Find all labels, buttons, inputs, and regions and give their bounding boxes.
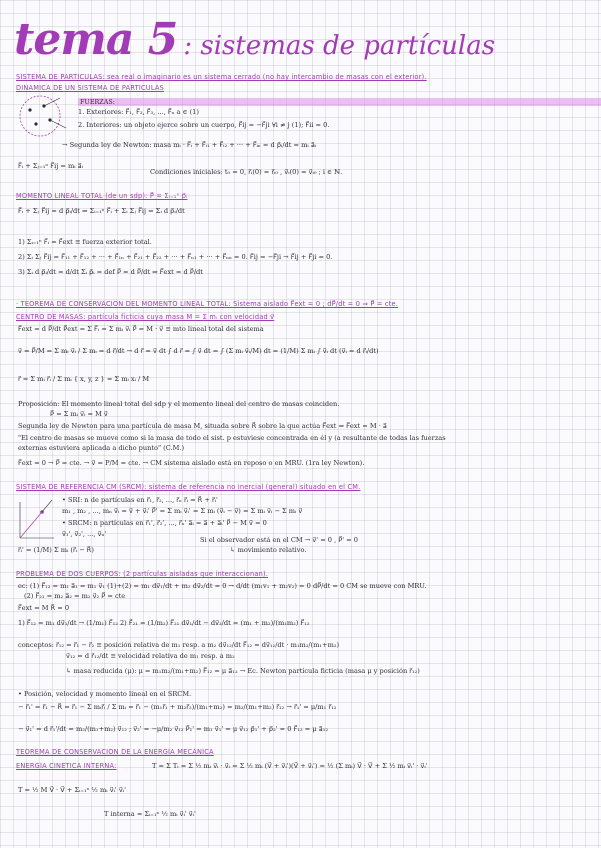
particles-diagram — [14, 92, 74, 147]
note-line: · TEOREMA DE CONSERVACIÓN DEL MOMENTO LINEAL TOTAL: Sistema aislado F⃗ext = 0 ; dP⃗/dt = 0 ⇒ P⃗ = cte. — [16, 300, 399, 308]
note-line: externas estuviera aplicada a dicho punto" (C.M.) — [18, 444, 185, 452]
note-line: ↳ masa reducida (μ): μ = m₁m₂/(m₁+m₂) F⃗₁₂ = μ a⃗₁₂ → Ec. Newton partícula ficticia (masa μ y posición r⃗₁₂) — [66, 667, 420, 675]
note-line: FUERZAS: — [78, 98, 601, 106]
note-line: TEOREMA DE CONSERVACIÓN DE LA ENERGÍA MECÁNICA — [16, 748, 214, 756]
note-line: v⃗₁₂ = d r⃗₁₂/dt ≡ velocidad relativa de m₁ resp. a m₂ — [66, 652, 235, 660]
note-line: SISTEMA DE REFERENCIA CM (SRCM): sistema de referencia no inercial (general) situado en el CM. — [16, 483, 361, 491]
note-line: • SRI: n de partículas en r⃗₁, r⃗₂, ..., r⃗ₙ r⃗ᵢ = R⃗ + r⃗ᵢ' — [62, 496, 218, 504]
note-line: T = Σ Tᵢ = Σ ½ mᵢ v⃗ᵢ · v⃗ᵢ = Σ ½ mᵢ (V⃗ + v⃗ᵢ')(V⃗ + v⃗ᵢ') = ½ (Σ mᵢ) V⃗ · V⃗ + Σ ½ mᵢ v⃗ᵢ' · v⃗ᵢ' — [152, 762, 428, 770]
note-line: 1) Σᵢ₌₁ⁿ F⃗ᵢ = F⃗ext ≡ fuerza exterior total. — [18, 238, 152, 246]
note-line: 2) Σᵢ Σⱼ F⃗ij = F⃗₁₁ + F⃗₁₂ + ··· + F⃗₁ₙ + F⃗₂₁ + F⃗₂₂ + ··· + F⃗ₙ₁ + ··· + F⃗ₙₙ = 0. F⃗ij = −F⃗ji → F⃗ij + F⃗ji = 0. — [18, 253, 333, 261]
note-line: DINÁMICA DE UN SISTEMA DE PARTÍCULAS — [16, 84, 164, 92]
note-line: Proposición: El momento lineal total del sdp y el momento lineal del centro de masas coinciden. — [18, 400, 340, 408]
note-line: T interna = Σᵢ₌₁ⁿ ½ mᵢ v⃗ᵢ' v⃗ᵢ' — [104, 810, 196, 818]
note-line: SISTEMA DE PARTICULAS: sea real o imaginario es un sistema cerrado (no hay intercambio de masas con el exterior). — [16, 73, 427, 81]
note-line: ↳ movimiento relativo. — [230, 546, 307, 554]
note-line: "El centro de masas se mueve como si la masa de todo el sist. p estuviese concentrada en él y (a resultante de todas las fuerzas — [18, 434, 446, 442]
reference-frame-diagram — [14, 492, 60, 547]
note-line: v⃗ = P⃗/M = Σ mᵢ v⃗ᵢ / Σ mᵢ = d r⃗/dt → d r⃗ = v⃗ dt ∫ d r⃗ = ∫ v⃗ dt = ∫ (Σ mᵢ v⃗ᵢ/M) dt = (1/M) Σ mᵢ ∫ v⃗ᵢ dt (v⃗ᵢ = d r⃗ᵢ/dt) — [18, 347, 379, 355]
note-line: • Posición, velocidad y momento lineal en el SRCM. — [18, 690, 192, 698]
note-line: F⃗ext = 0 → P⃗ = cte. → v⃗ = P/M = cte. → CM sistema aislado está en reposo o en MRU. (1ra ley Newton). — [18, 459, 365, 467]
note-line: r⃗ = Σ mᵢ r⃗ᵢ / Σ mᵢ { x, y, z } = Σ mᵢ xᵢ / M — [18, 375, 150, 383]
note-line: Segunda ley de Newton para una partícula de masa M, situada sobre R⃗ sobre la que actúa F⃗ext ⇒ F⃗ext = M · a⃗ — [18, 422, 387, 430]
note-line: Si el observador está en el CM → v⃗' = 0 , P⃗' = 0 — [200, 536, 358, 544]
note-line: 1) F⃗₁₂ = m₁ dv⃗₁/dt → (1/m₁) F⃗₁₂ 2) F⃗₂₁ = (1/m₂) F⃗₂₁ dv⃗₁/dt − dv⃗₂/dt = (m₁ + m₂)/(m₁m₂) F⃗₁₂ — [18, 619, 310, 627]
note-line: − v⃗₁' = d r⃗₁'/dt = m₂/(m₁+m₂) v⃗₁₂ ; v⃗₂' = −μ/m₂ v⃗₁₂ P⃗₁' = m₁ v⃗₁' = μ v⃗₁₂ p⃗₁' + p⃗₂' = 0 F⃗₁₂ = μ a⃗₁₂ — [18, 725, 329, 733]
note-line: T = ½ M V⃗ · V⃗ + Σᵢ₌₁ⁿ ½ mᵢ v⃗ᵢ' v⃗ᵢ' — [18, 786, 126, 794]
note-line: MOMENTO LINEAL TOTAL (de un sdp): P⃗ = Σᵢ₌₁ⁿ p⃗ᵢ — [16, 192, 188, 200]
note-line: Condiciones iniciales: t₀ = 0, r⃗ᵢ(0) = r⃗ᵢ₀ , v⃗ᵢ(0) = v⃗ᵢ₀ ; i ∈ ℕ. — [150, 168, 343, 176]
title-sub: : sistemas de partículas — [183, 31, 496, 61]
note-line: v⃗₁', v⃗₂', ..., v⃗ₙ' — [62, 530, 107, 538]
note-line: r⃗ᵢ' = (1/M) Σ mᵢ (r⃗ᵢ − R⃗) — [18, 546, 94, 554]
note-line: CENTRO DE MASAS: partícula ficticia cuya masa M = Σ mᵢ con velocidad v⃗ — [16, 313, 275, 321]
note-line: m₁ , m₂ , ..., mₙ v⃗ᵢ = v⃗ + v⃗ᵢ' P⃗' = Σ mᵢ v⃗ᵢ' = Σ mᵢ (v⃗ᵢ − v⃗) = Σ mᵢ v⃗ᵢ − Σ mᵢ v⃗ — [62, 507, 303, 515]
note-line: F⃗ext = M R⃗ = 0 — [18, 604, 70, 612]
note-line: • SRCM: n partículas en r⃗₁', r⃗₂', ..., r⃗ₙ' a⃗ᵢ = a⃗ + a⃗ᵢ' P⃗ − M v⃗ = 0 — [62, 519, 267, 527]
note-line: ENERGÍA CINÉTICA INTERNA: — [16, 762, 117, 770]
title-main: tema 5 — [14, 14, 178, 65]
note-line: 2. Interiores: un objeto ejerce sobre un cuerpo, F⃗ij = −F⃗ji ∀i ≠ j (1); F⃗ii = 0. — [78, 121, 330, 129]
note-line: PROBLEMA DE DOS CUERPOS: (2 partículas aisladas que interaccionan). — [16, 570, 269, 578]
note-line: F⃗ᵢ + Σⱼ₌₁ⁿ F⃗ij = mᵢ a⃗ᵢ — [18, 162, 84, 170]
note-line: conceptos: r⃗₁₂ = r⃗₁ − r⃗₂ ≡ posición relativa de m₁ resp. a m₂ dv⃗₁₂/dt F⃗₁₂ = dv⃗₁₂/dt · m₁m₂/(m₁+m₂) — [18, 641, 340, 649]
note-line: → Segunda ley de Newton: masa mᵢ · F⃗ᵢ + F⃗ᵢ₁ + F⃗ᵢ₂ + ··· + F⃗ᵢₙ = d p⃗ᵢ/dt = mᵢ a⃗ᵢ — [62, 141, 317, 149]
page-title — [14, 14, 594, 70]
note-line: (2) F⃗₂₁ = m₂ a⃗₂ = m₂ v⃗₂ P⃗ = cte — [24, 592, 126, 600]
note-line: 3) Σᵢ d p⃗ᵢ/dt = d/dt Σᵢ p⃗ᵢ = def P⃗ = d P⃗/dt ⇒ F⃗ext = d P⃗/dt — [18, 268, 203, 276]
note-line: 1. Exteriores: F⃗₁, F⃗₂, F⃗₃, ..., F⃗ₙ a ∈ (1) — [78, 108, 199, 116]
note-line: P⃗ = Σ mᵢ v⃗ᵢ = M v⃗ — [50, 410, 108, 418]
note-line: − r⃗₁' = r⃗₁ − R⃗ = r⃗₁ − Σ mᵢr⃗ᵢ / Σ mᵢ = r⃗₁ − (m₁r⃗₁ + m₂r⃗₂)/(m₁+m₂) = m₂/(m₁+m₂) r⃗₁₂ → r⃗₁' = μ/m₁ r⃗₁₂ — [18, 703, 337, 711]
note-line: F⃗ext = d P⃗/dt P⃗ext = Σ F⃗ᵢ = Σ mᵢ v⃗ᵢ P⃗ = M · v⃗ ≡ mto lineal total del sistema — [18, 325, 264, 333]
note-line: ec: (1) F⃗₁₂ = m₁ a⃗₁ = m₁ v⃗₁ (1)+(2) = m₁ dv⃗₁/dt + m₂ dv⃗₂/dt = 0 → d/dt (m₁v₁ + m₂v₂) = 0 dP⃗/dt = 0 CM se mueve con MRU. — [18, 582, 427, 590]
note-line: F⃗ᵢ + Σⱼ F⃗ij = d p⃗ᵢ/dt ⇒ Σᵢ₌₁ⁿ F⃗ᵢ + Σᵢ Σⱼ F⃗ij = Σᵢ d p⃗ᵢ/dt — [18, 207, 185, 215]
